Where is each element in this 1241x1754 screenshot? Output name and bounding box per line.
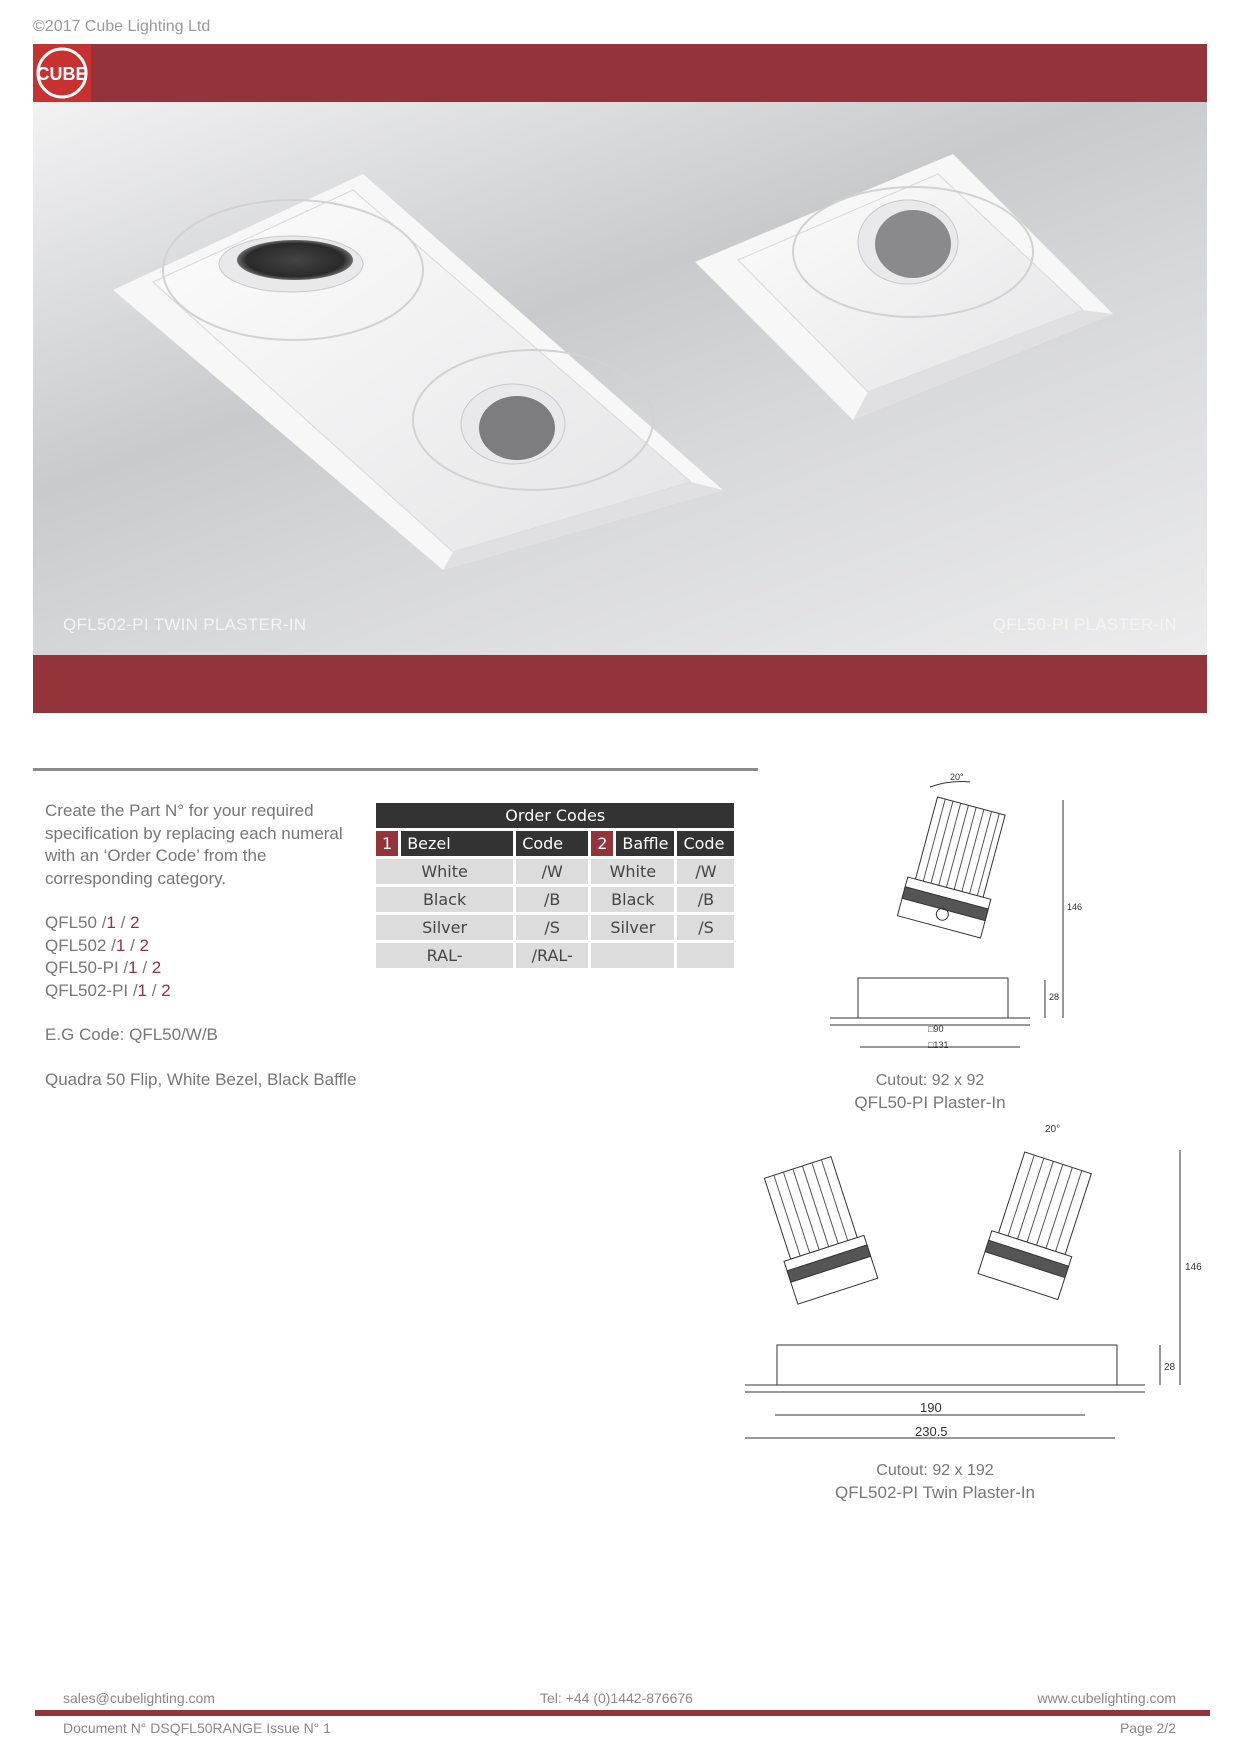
code-cell xyxy=(677,943,734,968)
bezel-cell: Black xyxy=(376,887,513,912)
caption-single: QFL50-PI PLASTER-IN xyxy=(992,615,1177,634)
header-baffle: Baffle xyxy=(616,831,674,856)
code-line: QFL50 /1 / 2 xyxy=(45,913,140,932)
inner-dim-label: 190 xyxy=(920,1400,942,1415)
table-header-row xyxy=(376,831,734,856)
category-number-2: 2 xyxy=(591,831,613,856)
top-red-band xyxy=(33,44,1207,102)
baffle-cell: Silver xyxy=(591,915,674,940)
bezel-cell: RAL- xyxy=(376,943,513,968)
footer-website[interactable]: www.cubelighting.com xyxy=(1037,1690,1176,1706)
code-line: QFL502-PI /1 / 2 xyxy=(45,980,171,1000)
example-code: E.G Code: QFL50/W/B xyxy=(45,1025,218,1044)
code-cell: /S xyxy=(677,915,734,940)
section-divider xyxy=(33,768,758,771)
angle-label: 20° xyxy=(950,772,964,782)
bezel-cell: Silver xyxy=(376,915,513,940)
twin-plaster-in-fitting xyxy=(113,174,723,570)
outer-dim-label: □131 xyxy=(928,1040,949,1050)
code-line: QFL502 /1 / 2 xyxy=(45,935,149,955)
baffle-cell: Black xyxy=(591,887,674,912)
footer-rule xyxy=(35,1710,1210,1716)
angle-label: 20° xyxy=(1045,1124,1061,1135)
code-cell: /RAL- xyxy=(516,943,588,968)
order-codes-title: Order Codes xyxy=(376,803,734,828)
footer-telephone: Tel: +44 (0)1442-876676 xyxy=(540,1690,693,1706)
table-row xyxy=(376,859,734,884)
single-cutout: Cutout: 92 x 92 xyxy=(875,1072,985,1089)
baffle-cell: White xyxy=(591,859,674,884)
category-number-1: 1 xyxy=(376,831,398,856)
height-label: 146 xyxy=(1185,1262,1202,1273)
footer-email[interactable]: sales@cubelighting.com xyxy=(63,1690,215,1706)
caption-twin: QFL502-PI TWIN PLASTER-IN xyxy=(63,615,307,634)
twin-name: QFL502-PI Twin Plaster-In xyxy=(835,1483,1035,1502)
instructions-text: Create the Part N° for your required specification by replacing each numeral with an ‘Order Code’ from the corresponding category. xyxy=(45,801,343,888)
twin-technical-drawing xyxy=(745,1120,1202,1450)
logo-emblem xyxy=(33,44,91,102)
height-label: 146 xyxy=(1067,902,1083,912)
table-row xyxy=(376,887,734,912)
header-bezel: Bezel xyxy=(401,831,513,856)
outer-dim-label: 230.5 xyxy=(915,1424,948,1439)
inner-dim-label: □90 xyxy=(928,1024,944,1034)
code-line: QFL50-PI /1 / 2 xyxy=(45,958,162,977)
cube-logo xyxy=(33,44,91,102)
single-technical-drawing xyxy=(820,770,1100,1050)
product-hero-image xyxy=(33,102,1207,655)
bottom-red-band xyxy=(33,655,1207,713)
code-cell: /B xyxy=(677,887,734,912)
baffle-cell xyxy=(591,943,674,968)
example-description: Quadra 50 Flip, White Bezel, Black Baffle xyxy=(45,1069,357,1089)
code-cell: /W xyxy=(516,859,588,884)
logo-text: CUBE xyxy=(36,64,88,84)
twin-cutout: Cutout: 92 x 192 xyxy=(876,1462,994,1479)
single-plaster-in-fitting xyxy=(695,154,1113,420)
header-code: Code xyxy=(516,831,588,856)
page-number: Page 2/2 xyxy=(1119,1720,1176,1736)
code-cell: /W xyxy=(677,859,734,884)
code-cell: /B xyxy=(516,887,588,912)
part-number-instructions xyxy=(45,800,365,1091)
depth-label: 28 xyxy=(1049,992,1060,1002)
luminaire-render xyxy=(33,102,1207,655)
copyright-text: ©2017 Cube Lighting Ltd xyxy=(33,18,211,35)
single-name: QFL50-PI Plaster-In xyxy=(854,1093,1006,1112)
code-cell: /S xyxy=(516,915,588,940)
table-row xyxy=(376,915,734,940)
depth-label: 28 xyxy=(1164,1362,1176,1373)
table-row xyxy=(376,943,734,968)
order-codes-table xyxy=(373,800,737,971)
document-number: Document N° DSQFL50RANGE Issue N° 1 xyxy=(63,1720,331,1736)
header-code: Code xyxy=(677,831,734,856)
bezel-cell: White xyxy=(376,859,513,884)
